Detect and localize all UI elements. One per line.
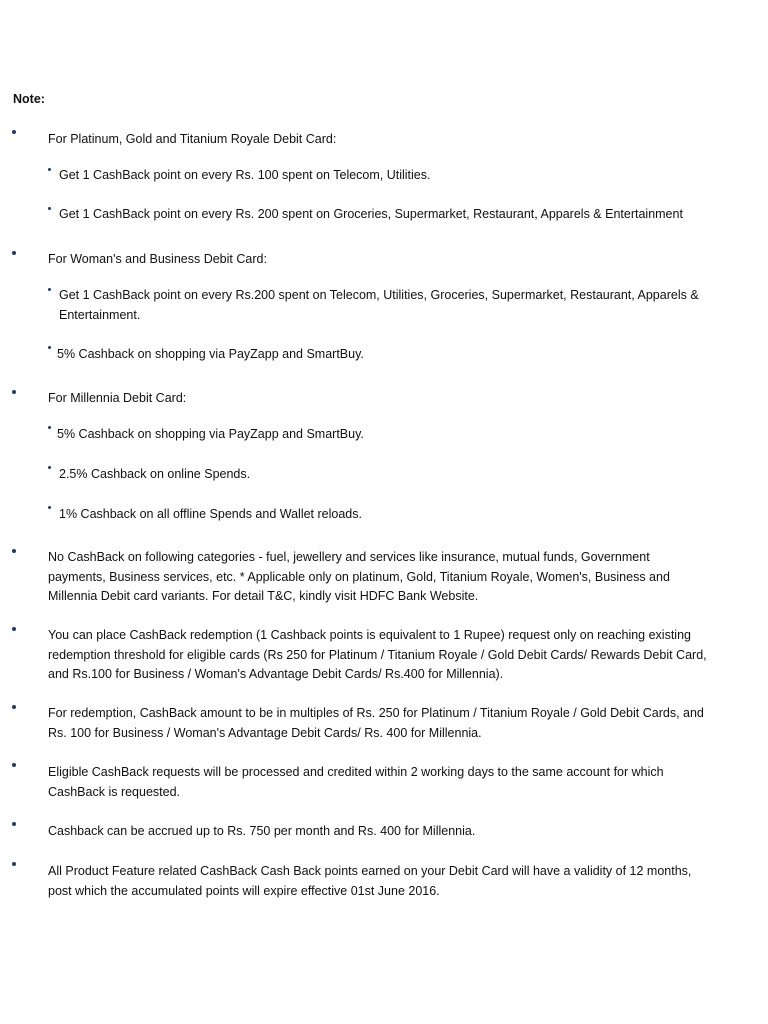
sub-bullet-icon: [48, 288, 51, 291]
section-title: For Millennia Debit Card:: [48, 391, 187, 405]
sub-bullet-icon: [48, 168, 51, 171]
note-item: You can place CashBack redemption (1 Cashback points is equivalent to 1 Rupee) request only on reaching existing redemption threshold for eligible cards (Rs 250 for Platinum / Titanium Royale / Gold Debit Cards/ Rewards Debit Card, and Rs.100 for Business / Woman's Advantage Debit Cards/ Rs.400 for Millennia).: [48, 628, 707, 681]
sub-bullet-icon: [48, 207, 51, 210]
section-item: 5% Cashback on shopping via PayZapp and SmartBuy.: [57, 427, 364, 441]
bullet-icon: [12, 705, 16, 709]
note-item: Eligible CashBack requests will be processed and credited within 2 working days to the same account for which CashBack is requested.: [48, 765, 664, 799]
section-item: 1% Cashback on all offline Spends and Wallet reloads.: [59, 507, 362, 521]
section-item: Get 1 CashBack point on every Rs.200 spent on Telecom, Utilities, Groceries, Supermarket, Restaurant, Apparels & Entertainment.: [59, 288, 699, 322]
bullet-icon: [12, 130, 16, 134]
section-title: For Platinum, Gold and Titanium Royale Debit Card:: [48, 132, 337, 146]
note-heading: Note:: [13, 92, 45, 106]
sub-bullet-icon: [48, 426, 51, 429]
note-item: All Product Feature related CashBack Cash Back points earned on your Debit Card will have a validity of 12 months, post which the accumulated points will expire effective 01st June 2016.: [48, 864, 692, 898]
sub-bullet-icon: [48, 466, 51, 469]
sub-bullet-icon: [48, 346, 51, 349]
bullet-icon: [12, 822, 16, 826]
bullet-icon: [12, 549, 16, 553]
note-item: Cashback can be accrued up to Rs. 750 per month and Rs. 400 for Millennia.: [48, 824, 476, 838]
section-item: Get 1 CashBack point on every Rs. 100 spent on Telecom, Utilities.: [59, 168, 431, 182]
bullet-icon: [12, 763, 16, 767]
bullet-icon: [12, 390, 16, 394]
note-item: For redemption, CashBack amount to be in multiples of Rs. 250 for Platinum / Titanium Royale / Gold Debit Cards, and Rs. 100 for Business / Woman's Advantage Debit Cards/ Rs. 400 for Millennia.: [48, 706, 704, 740]
section-item: 5% Cashback on shopping via PayZapp and SmartBuy.: [57, 347, 364, 361]
bullet-icon: [12, 862, 16, 866]
note-item: No CashBack on following categories - fuel, jewellery and services like insurance, mutual funds, Government payments, Business services, etc. * Applicable only on platinum, Gold, Titanium Royale, Women's, Business and Millennia Debit card variants. For detail T&C, kindly visit HDFC Bank Website.: [48, 550, 670, 603]
section-item: Get 1 CashBack point on every Rs. 200 spent on Groceries, Supermarket, Restaurant, Apparels & Entertainment: [59, 207, 683, 221]
section-title: For Woman's and Business Debit Card:: [48, 252, 267, 266]
section-item: 2.5% Cashback on online Spends.: [59, 467, 251, 481]
sub-bullet-icon: [48, 506, 51, 509]
bullet-icon: [12, 251, 16, 255]
bullet-icon: [12, 627, 16, 631]
